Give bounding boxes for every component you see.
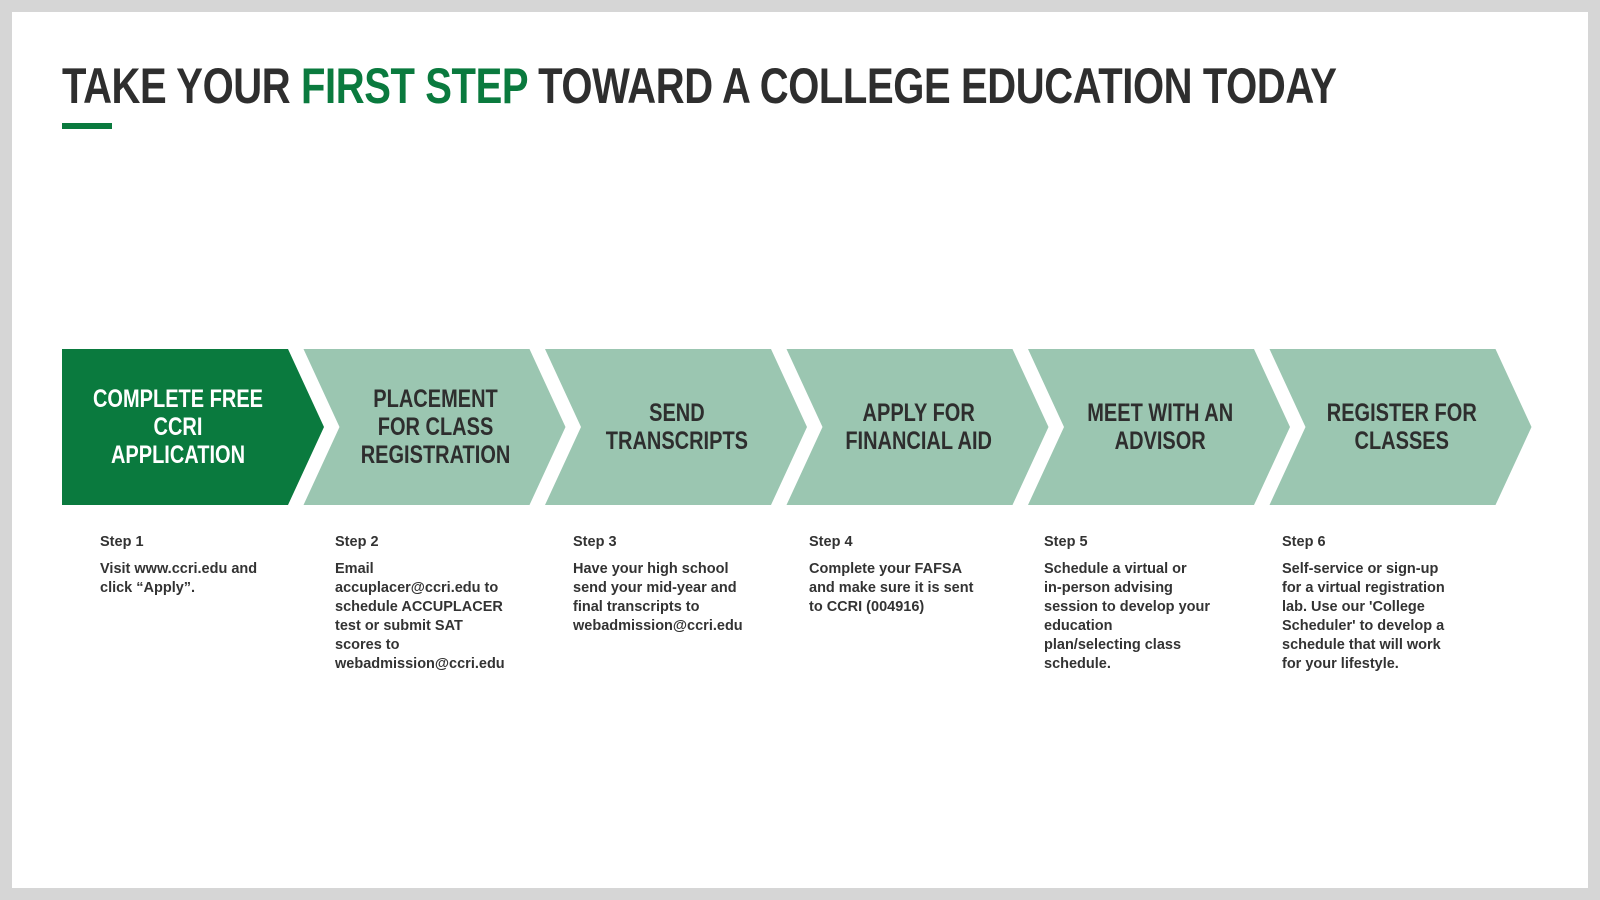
title-underline (62, 123, 112, 129)
title-accent: FIRST STEP (301, 58, 528, 114)
chevron-label-text: PLACEMENT FOR CLASS REGISTRATION (360, 385, 511, 469)
step-description: Email accuplacer@ccri.edu to schedule ACCUPLACER test or submit SAT scores to webadmission@ccri.edu (335, 561, 505, 672)
step-description: Self-service or sign-up for a virtual registration lab. Use our 'College Scheduler' to develop a schedule that will work for your lifestyle. (1282, 561, 1445, 672)
step-description: Have your high school send your mid-year and final transcripts to webadmission@ccri.edu (573, 561, 743, 634)
title-part-1: TAKE YOUR (62, 58, 301, 114)
chevron-label-5 (1046, 349, 1274, 505)
step-number: Step 2 (335, 534, 379, 550)
chevron-label-text: MEET WITH AN ADVISOR (1087, 399, 1233, 455)
step-description: Complete your FAFSA and make sure it is sent to CCRI (004916) (809, 561, 974, 615)
step-number: Step 6 (1282, 534, 1326, 550)
chevron-label-text: COMPLETE FREE CCRI APPLICATION (92, 385, 263, 469)
chevron-label-2 (322, 349, 550, 505)
step-3 (573, 532, 755, 636)
chevron-label-text: SEND TRANSCRIPTS (605, 399, 749, 455)
slide (12, 12, 1588, 888)
step-number: Step 5 (1044, 534, 1088, 550)
page-title (62, 56, 1336, 116)
step-2 (335, 532, 517, 674)
step-4 (809, 532, 991, 617)
chevron-label-text: REGISTER FOR CLASSES (1326, 399, 1477, 455)
step-description: Schedule a virtual or in-person advising session to develop your education plan/selecting class schedule. (1044, 561, 1210, 672)
step-number: Step 4 (809, 534, 853, 550)
chevron-label-4 (805, 349, 1033, 505)
step-5 (1044, 532, 1226, 674)
chevron-label-text: APPLY FOR FINANCIAL AID (845, 399, 992, 455)
chevron-label-6 (1288, 349, 1516, 505)
chevron-label-1 (62, 349, 294, 505)
step-number: Step 3 (573, 534, 617, 550)
step-1 (100, 532, 282, 598)
step-description: Visit www.ccri.edu and click “Apply”. (100, 561, 258, 596)
process-flow (62, 349, 1542, 505)
title-part-2: TOWARD A COLLEGE EDUCATION TODAY (527, 58, 1337, 114)
chevron-label-3 (563, 349, 791, 505)
step-number: Step 1 (100, 534, 144, 550)
step-6 (1282, 532, 1464, 674)
